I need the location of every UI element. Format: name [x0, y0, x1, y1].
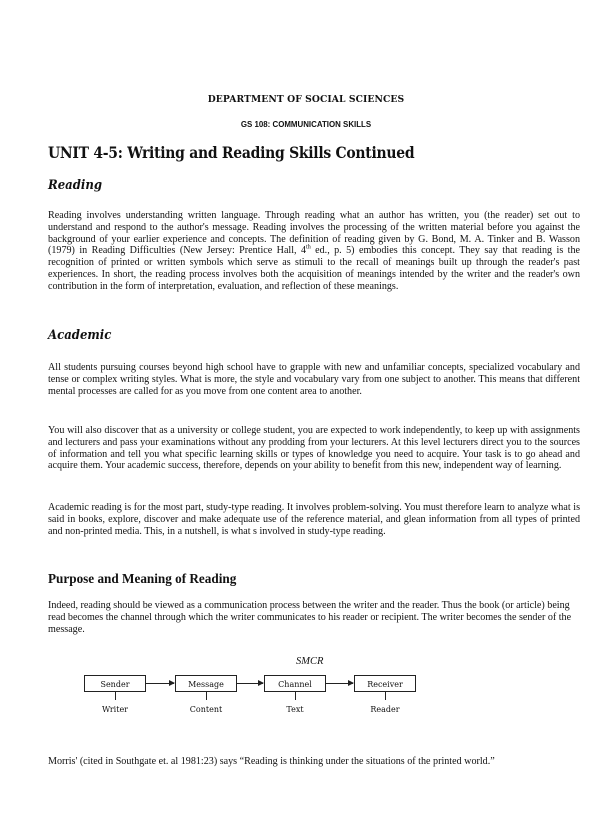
diagram-sublabel-content: Content [189, 705, 223, 714]
connector-line [385, 692, 386, 700]
diagram-box-channel: Channel [264, 675, 326, 692]
course-header: GS 108: COMMUNICATION SKILLS [240, 119, 372, 129]
paragraph-reading [48, 210, 580, 293]
diagram-sublabel-text: Text [286, 705, 304, 714]
connector-line [295, 692, 296, 700]
paragraph-academic-3: Academic reading is for the most part, study-type reading. It involves problem-solving. You must therefore learn to analyze what is said in books, explore, discover and make adequate use of the reference material, and glean information from all types of printed and non-printed media. This, in a nutshell, is what s involved in study-type reading. [48, 502, 580, 537]
heading-purpose: Purpose and Meaning of Reading [48, 571, 237, 586]
paragraph-purpose: Indeed, reading should be viewed as a communication process between the writer and the reader. Thus the book (or article) being read becomes the channel through which the writer communicates to his reader or recipient. The writer becomes the sender of the message. [48, 600, 572, 635]
arrow-right-icon [146, 683, 174, 684]
diagram-sublabel-writer: Writer [101, 705, 129, 714]
diagram-box-sender: Sender [84, 675, 146, 692]
quote-paragraph: Morris' (cited in Southgate et. al 1981:23) says “Reading is thinking under the situations of the printed world.” [48, 756, 495, 767]
paragraph-reading-part2: ed., p. 5) embodies this concept. They say that reading is the recognition of printed or written symbols which serve as stimuli to the recall of meanings built up through the reader's past experiences. In short, the reading process involves both the acquisition of meanings intended by the writer and the reader's own contribution in the form of interpretation, evaluation, and reflection of these meanings. [48, 245, 580, 292]
arrow-right-icon [326, 683, 353, 684]
superscript-th: th [306, 245, 311, 252]
paragraph-academic-1: All students pursuing courses beyond high school have to grapple with new and unfamiliar concepts, specialized vocabulary and tense or complex writing styles. What is more, the style and vocabulary vary from one subject to another. This means that different mental processes are called for as you move from one content area to another. [48, 362, 580, 397]
diagram-title: SMCR [296, 656, 324, 667]
unit-title: UNIT 4-5: Writing and Reading Skills Continued [48, 143, 415, 162]
connector-line [206, 692, 207, 700]
arrow-right-icon [237, 683, 263, 684]
heading-reading: Reading [48, 178, 103, 193]
department-header: DEPARTMENT OF SOCIAL SCIENCES [207, 94, 405, 105]
paragraph-reading-part1: Reading involves understanding written language. Through reading what an author has written, you (the reader) set out to understand and respond to the author's message. Reading involves the processing of the written material before you against the background of your earlier experience and concepts. The definition of reading given by G. Bond, M. A. Tinker and B. Wasson (1979) in Reading Difficulties (New Jersey: Prentice Hall, 4 [48, 210, 580, 257]
diagram-sublabel-reader: Reader [370, 705, 400, 714]
diagram-box-message: Message [175, 675, 237, 692]
heading-academic: Academic [48, 328, 112, 343]
connector-line [115, 692, 116, 700]
paragraph-academic-2: You will also discover that as a university or college student, you are expected to work independently, to keep up with assignments and lecturers and pass your examinations without any prodding from your lecturers. At this level lecturers direct you to the sources of information and tell you what specific learning skills or types of knowledge you need to acquire. Your task is to go ahead and acquire them. Your academic success, therefore, depends on your ability to benefit from this new, independent way of learning. [48, 425, 580, 472]
diagram-box-receiver: Receiver [354, 675, 416, 692]
